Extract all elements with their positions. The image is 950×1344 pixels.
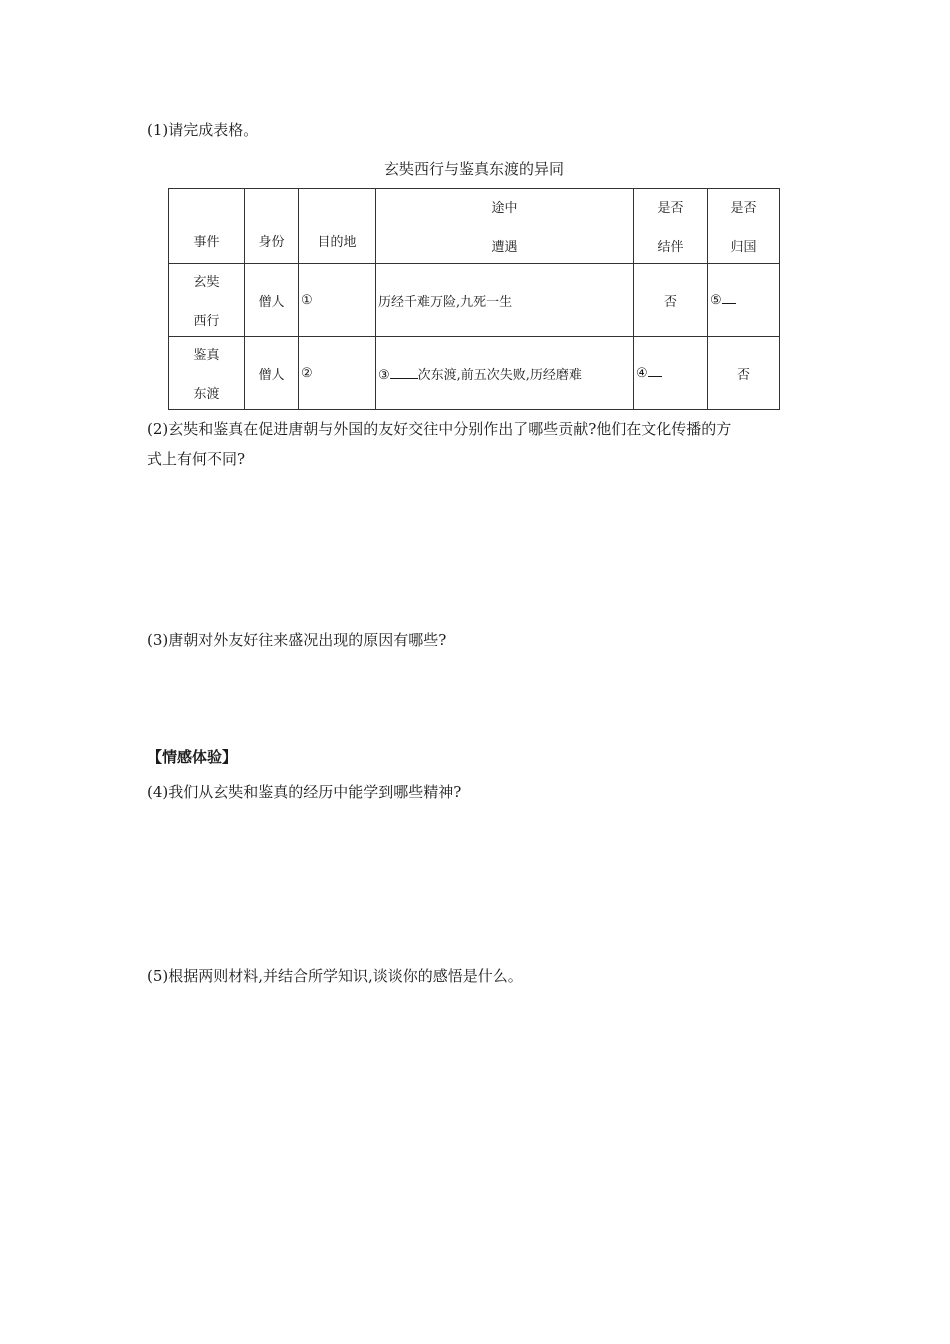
table-row-xuanzang bbox=[169, 264, 780, 337]
return-jianzhen: 否 bbox=[708, 337, 780, 410]
header-event bbox=[169, 189, 245, 264]
question-2-line1: (2)玄奘和鉴真在促进唐朝与外国的友好交往中分别作出了哪些贡献?他们在文化传播的方 bbox=[147, 420, 732, 438]
destination-xuanzang-blank[interactable]: ① bbox=[299, 264, 376, 337]
encounter-jianzhen-text: 次东渡,前五次失败,历经磨难 bbox=[417, 367, 582, 383]
companion-jianzhen-cell[interactable] bbox=[634, 337, 708, 410]
header-companion-bottom: 结伴 bbox=[657, 240, 684, 255]
encounter-xuanzang: 历经千难万险,九死一生 bbox=[376, 264, 634, 337]
header-return-bottom: 归国 bbox=[730, 240, 757, 255]
event-xuanzang-bottom: 西行 bbox=[193, 314, 220, 329]
return-xuanzang-marker: ⑤ bbox=[710, 292, 722, 308]
header-encounter bbox=[376, 189, 634, 264]
question-1: (1)请完成表格。 bbox=[147, 121, 259, 139]
header-destination bbox=[299, 189, 376, 264]
question-2 bbox=[147, 414, 827, 474]
header-return bbox=[708, 189, 780, 264]
companion-jianzhen-marker: ④ bbox=[636, 365, 648, 381]
companion-xuanzang: 否 bbox=[634, 264, 708, 337]
question-2-line2: 式上有何不同? bbox=[147, 450, 246, 468]
event-jianzhen-bottom: 东渡 bbox=[193, 387, 220, 402]
header-companion bbox=[634, 189, 708, 264]
question-4: (4)我们从玄奘和鉴真的经历中能学到哪些精神? bbox=[147, 783, 462, 801]
encounter-jianzhen bbox=[376, 337, 634, 410]
section-title-emotional-experience: 【情感体验】 bbox=[147, 748, 238, 766]
event-xuanzang bbox=[169, 264, 245, 337]
destination-jianzhen-blank[interactable]: ② bbox=[299, 337, 376, 410]
header-encounter-bottom: 遭遇 bbox=[491, 240, 518, 255]
fill-blank-3[interactable] bbox=[390, 378, 418, 379]
identity-jianzhen: 僧人 bbox=[245, 337, 299, 410]
event-xuanzang-top: 玄奘 bbox=[193, 275, 220, 290]
table-caption: 玄奘西行与鉴真东渡的异同 bbox=[383, 160, 564, 178]
table-header-row bbox=[169, 189, 780, 264]
table-row-jianzhen bbox=[169, 337, 780, 410]
header-return-top: 是否 bbox=[730, 201, 757, 216]
identity-xuanzang: 僧人 bbox=[245, 264, 299, 337]
fill-blank-5[interactable] bbox=[722, 303, 736, 304]
header-event-label: 事件 bbox=[193, 234, 220, 250]
return-xuanzang-cell[interactable] bbox=[708, 264, 780, 337]
header-identity-label: 身份 bbox=[258, 234, 285, 250]
question-3: (3)唐朝对外友好往来盛况出现的原因有哪些? bbox=[147, 631, 447, 649]
fill-blank-4[interactable] bbox=[648, 376, 662, 377]
header-encounter-top: 途中 bbox=[491, 201, 518, 216]
event-jianzhen-top: 鉴真 bbox=[193, 348, 220, 363]
event-jianzhen bbox=[169, 337, 245, 410]
comparison-table bbox=[168, 188, 780, 410]
question-5: (5)根据两则材料,并结合所学知识,谈谈你的感悟是什么。 bbox=[147, 967, 523, 985]
encounter-jianzhen-marker: ③ bbox=[378, 367, 390, 383]
header-identity bbox=[245, 189, 299, 264]
header-companion-top: 是否 bbox=[657, 201, 684, 216]
header-destination-label: 目的地 bbox=[317, 234, 357, 250]
